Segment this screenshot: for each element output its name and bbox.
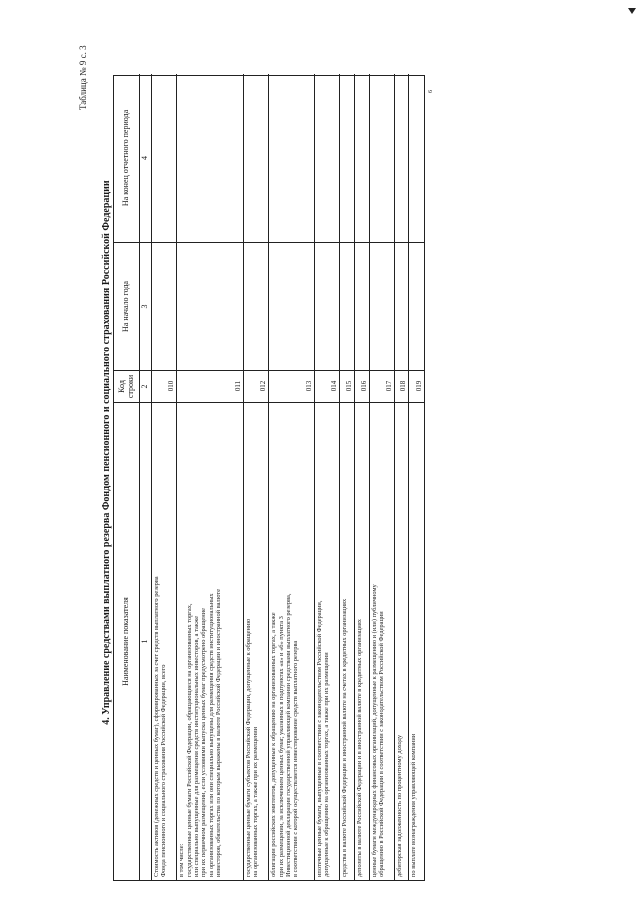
table-row xyxy=(269,74,315,880)
row-code: 016 xyxy=(359,380,368,392)
row-label-line: на организованных торгах, а также при их размещении xyxy=(252,726,260,877)
table-row xyxy=(244,74,269,880)
row-label-line: ипотечные ценные бумаги, выпущенные в соответствии с законодательством Российской Федерации, xyxy=(316,600,324,877)
row-label xyxy=(245,405,260,877)
row-label xyxy=(356,405,363,877)
header-num-1: 1 xyxy=(140,403,152,880)
header-begin: На начало года xyxy=(114,243,140,370)
table-number: Таблица № 9 с. 3 xyxy=(78,45,88,110)
row-label-line: по выплате вознаграждения управляющей компании xyxy=(410,733,418,877)
row-code: 011 xyxy=(233,380,242,392)
row-label xyxy=(316,405,331,877)
section-caption: 4. Управление средствами выплатного резерва Фондом пенсионного и социального страхования Российской Федерации xyxy=(101,180,112,725)
row-label-line: государственные ценные бумаги субъектов Российской Федерации, допущенные к обращению xyxy=(244,618,252,877)
row-code: 010 xyxy=(167,380,176,392)
row-label-line: при их размещении, за исключением ценных бумаг, указанных в подпунктах «а» и «б» пункта 3 xyxy=(277,616,285,877)
row-code: 014 xyxy=(330,380,339,392)
row-code: 017 xyxy=(384,380,393,392)
row-label-line: дебиторская задолженность по процентному доходу xyxy=(395,734,403,877)
row-code: 018 xyxy=(399,380,408,392)
row-label-line: государственные ценные бумаги Российской Федерации, обращающиеся на организованных торгах, xyxy=(185,603,193,877)
footnote-mark: 6 xyxy=(428,90,434,93)
row-label xyxy=(178,405,222,877)
row-label-line: допущенные к обращению на организованных торгах, а также при их размещении xyxy=(323,652,331,877)
header-end: На конец отчетного периода xyxy=(114,74,140,242)
row-label-line: Фонда пенсионного и социального страхования Российской Федерации, всего xyxy=(160,664,168,877)
row-label-line: депозиты в валюте Российской Федерации и в иностранной валюте в кредитных организациях xyxy=(355,619,363,877)
header-num-2: 2 xyxy=(140,371,152,402)
row-label xyxy=(396,405,403,877)
table-row xyxy=(340,74,355,880)
table-row xyxy=(409,74,424,880)
row-label-line: облигации российских эмитентов, допущенные к обращению на организованных торгах, а также xyxy=(270,612,278,877)
table-row xyxy=(370,74,395,880)
row-code: 013 xyxy=(305,380,314,392)
header-name: Наименование показателя xyxy=(114,403,140,880)
table-row xyxy=(177,74,244,880)
table-row xyxy=(315,74,340,880)
row-label-line: Стоимость активов (денежных средств и ценных бумаг), сформированных за счет средств выплатного резерва xyxy=(153,576,160,877)
header-num-3: 3 xyxy=(140,243,152,370)
row-label-line: Инвестиционной декларации государственной управляющей компании средствами выплатного резерва, xyxy=(284,593,292,877)
reserve-table xyxy=(113,75,425,881)
row-label xyxy=(341,405,348,877)
row-label-line: в соответствии с которой осуществляется инвестирование средств выплатного резерва xyxy=(292,640,300,877)
header-code: Код строки xyxy=(114,371,140,402)
row-label-line: или специально выпущенные для размещения средств институциональных инвесторов, а также xyxy=(192,615,200,877)
row-label-line: средства в валюте Российской Федерации и иностранной валюте на счетах в кредитных организациях xyxy=(341,598,349,877)
table-row xyxy=(355,74,370,880)
row-label-line: ценные бумаги международных финансовых организаций, допущенные к размещению и (или) публичному xyxy=(370,584,378,877)
row-label-line: на организованных торгах или они специально выпущены для размещения средств институциональных xyxy=(207,593,215,877)
row-code: 015 xyxy=(344,380,353,392)
row-label-line: при их первичном размещении, если условиями выпуска ценных бумаг предусмотрено обращение xyxy=(200,608,208,877)
row-label xyxy=(153,405,168,877)
row-label xyxy=(270,405,300,877)
table-row xyxy=(395,74,410,880)
row-label-line: в том числе: xyxy=(178,843,186,877)
table-row xyxy=(152,74,177,880)
header-num-4: 4 xyxy=(140,74,152,242)
row-code: 019 xyxy=(414,380,423,392)
row-code: 012 xyxy=(259,380,268,392)
row-label xyxy=(371,405,386,877)
row-label-line: обращению в Российской Федерации в соответствии с законодательством Российской Федерации xyxy=(377,611,385,877)
row-label xyxy=(410,405,417,877)
row-label-line: инвесторов, обязательства по которым выражены в валюте Российской Федерации и иностранной валюте xyxy=(215,588,223,877)
